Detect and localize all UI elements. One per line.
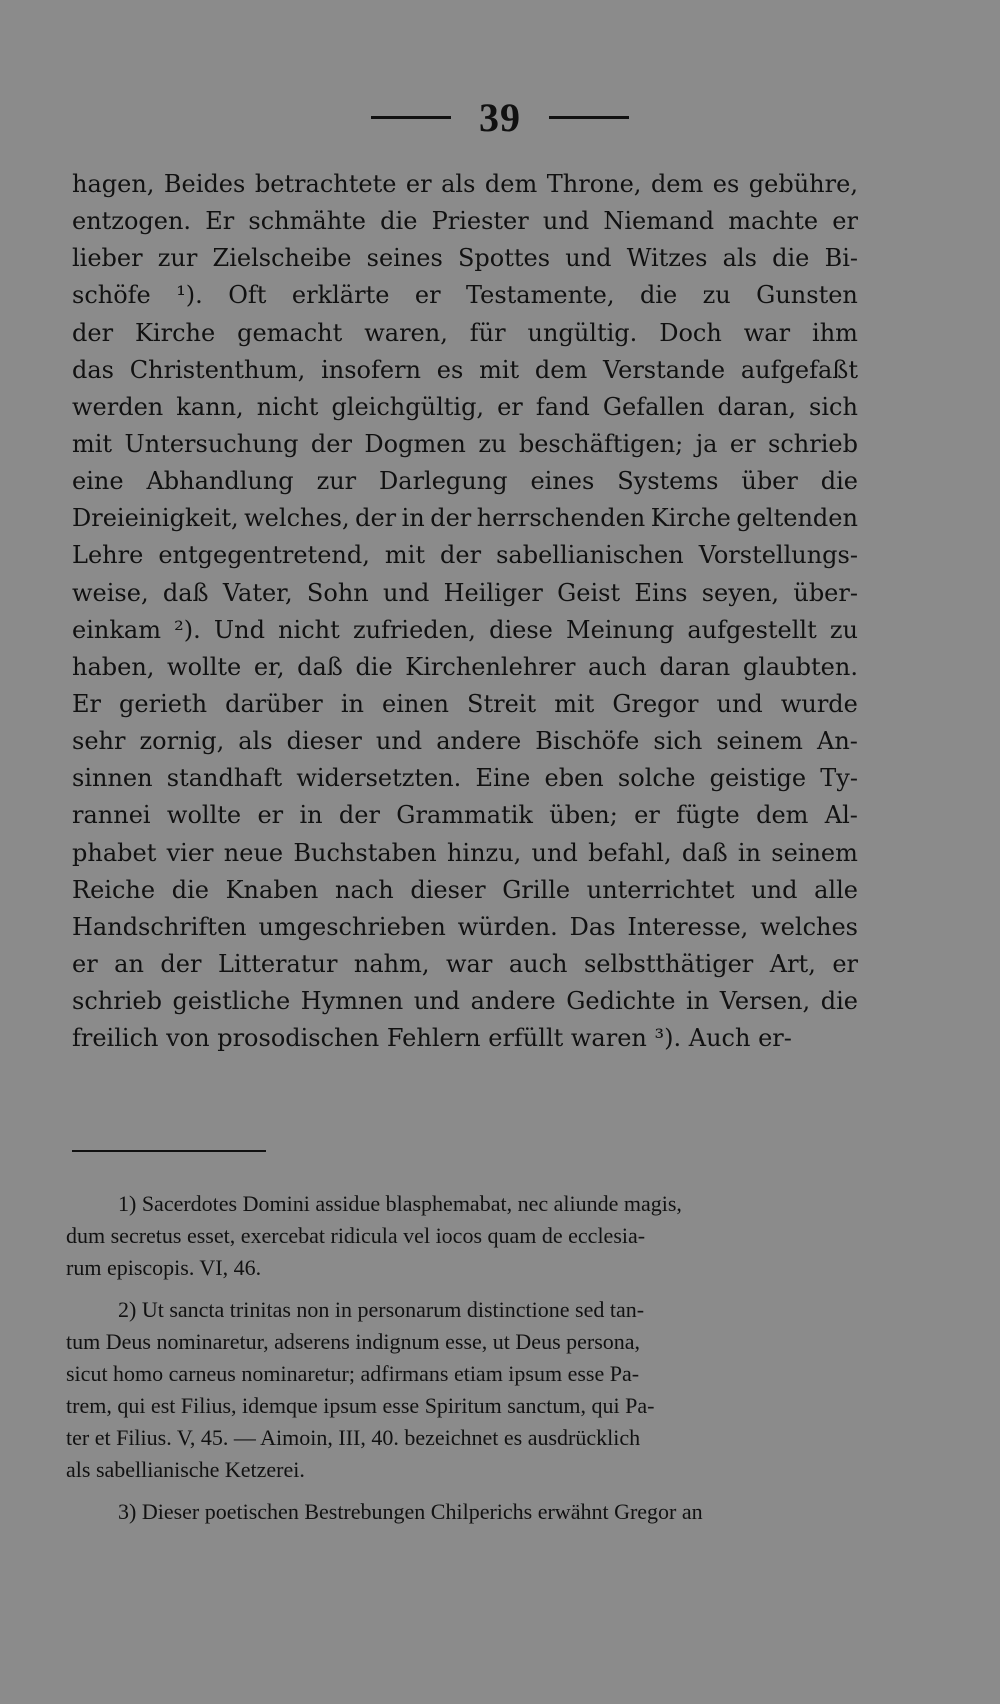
body-line: Er gerieth darüber in einen Streit mit Gregor und wurde (72, 689, 858, 718)
footnote-line: ter et Filius. V, 45. — Aimoin, III, 40. bezeichnet es ausdrücklich (66, 1425, 641, 1450)
header-rule-left (371, 116, 451, 119)
body-line: freilich von prosodischen Fehlern erfüllt waren ³). Auch er- (72, 1024, 792, 1053)
footnote-line: als sabellianische Ketzerei. (66, 1457, 305, 1482)
footnotes (66, 1188, 852, 1538)
page-number: 39 (479, 94, 521, 140)
body-line: mit Untersuchung der Dogmen zu beschäftigen; ja er schrieb (72, 429, 858, 458)
body-line: lieber zur Zielscheibe seines Spottes und Witzes als die Bi- (72, 244, 858, 273)
footnote-line: trem, qui est Filius, idemque ipsum esse Spiritum sanctum, qui Pa- (66, 1393, 655, 1418)
footnote-line: 3) Dieser poetischen Bestrebungen Chilperichs erwähnt Gregor an (118, 1499, 703, 1524)
footnote-line: sicut homo carneus nominaretur; adfirmans etiam ipsum esse Pa- (66, 1361, 640, 1386)
body-line: rannei wollte er in der Grammatik üben; er fügte dem Al- (72, 801, 858, 830)
footnote-line: 2) Ut sancta trinitas non in personarum distinctione sed tan- (118, 1297, 645, 1322)
page-header (0, 92, 1000, 142)
body-line: weise, daß Vater, Sohn und Heiliger Geist Eins seyen, über- (72, 578, 858, 607)
body-line: Reiche die Knaben nach dieser Grille unterrichtet und alle (72, 875, 858, 904)
body-line: der Kirche gemacht waren, für ungültig. Doch war ihm (72, 318, 858, 347)
body-line: Dreieinigkeit, welches, der in der herrschenden Kirche geltenden (72, 504, 858, 533)
body-line: einkam ²). Und nicht zufrieden, diese Meinung aufgestellt zu (72, 615, 858, 644)
body-line: Handschriften umgeschrieben würden. Das Interesse, welches (72, 912, 858, 941)
footnote-3 (66, 1496, 852, 1528)
body-line: das Christenthum, insofern es mit dem Verstande aufgefaßt (72, 355, 858, 384)
footnote-2 (66, 1294, 852, 1486)
body-line: Lehre entgegentretend, mit der sabellianischen Vorstellungs- (72, 541, 858, 570)
footnote-line: dum secretus esset, exercebat ridicula vel iocos quam de ecclesia- (66, 1223, 646, 1248)
footnote-separator (72, 1150, 266, 1152)
body-line: phabet vier neue Buchstaben hinzu, und befahl, daß in seinem (72, 838, 858, 867)
body-line: haben, wollte er, daß die Kirchenlehrer auch daran glaubten. (72, 652, 858, 681)
footnote-line: tum Deus nominaretur, adserens indignum esse, ut Deus persona, (66, 1329, 641, 1354)
body-line: er an der Litteratur nahm, war auch selbstthätiger Art, er (72, 949, 858, 978)
body-line: hagen, Beides betrachtete er als dem Throne, dem es gebühre, (72, 170, 858, 198)
footnote-1 (66, 1188, 852, 1284)
body-text (72, 166, 858, 1057)
body-line: sinnen standhaft widersetzten. Eine eben solche geistige Ty- (72, 764, 858, 793)
body-line: schöfe ¹). Oft erklärte er Testamente, die zu Gunsten (72, 281, 858, 310)
footnote-line: 1) Sacerdotes Domini assidue blasphemabat, nec aliunde magis, (118, 1191, 682, 1216)
body-line: sehr zornig, als dieser und andere Bischöfe sich seinem An- (72, 727, 858, 756)
body-line: werden kann, nicht gleichgültig, er fand Gefallen daran, sich (72, 392, 858, 421)
body-line: entzogen. Er schmähte die Priester und Niemand machte er (72, 207, 858, 236)
body-line: schrieb geistliche Hymnen und andere Gedichte in Versen, die (72, 987, 858, 1016)
footnote-line: rum episcopis. VI, 46. (66, 1255, 262, 1280)
body-line: eine Abhandlung zur Darlegung eines Systems über die (72, 467, 858, 496)
header-rule-right (549, 116, 629, 119)
